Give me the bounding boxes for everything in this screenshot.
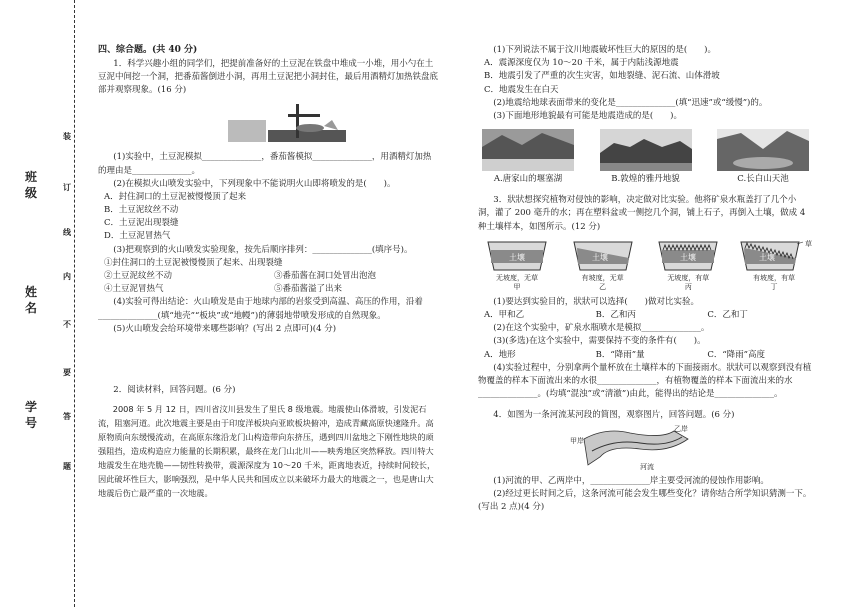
sequence-item: ②土豆泥纹丝不动 xyxy=(104,271,173,281)
option: A．地形 xyxy=(484,349,516,360)
option: C．乙和丁 xyxy=(707,310,748,321)
seal-char: 装 xyxy=(63,131,71,141)
grass-label: 草 xyxy=(804,239,812,248)
q2-sub3: (3)下面地形地貌最有可能是地震造成的是( )。 xyxy=(493,110,682,121)
sample-desc: 无坡度，无草 xyxy=(496,274,538,283)
photo-option-c xyxy=(713,129,813,186)
student-id-label: 学号 xyxy=(24,400,37,430)
option: A．封住洞口的土豆泥被慢慢顶了起来 xyxy=(104,191,247,202)
seal-char: 线 xyxy=(63,227,71,237)
right-column xyxy=(478,44,813,514)
sequence-item: ⑤番茄酱溢了出来 xyxy=(274,284,343,295)
soil-label: 土壤 xyxy=(758,252,775,262)
sequence-item: ③番茄酱在洞口处冒出泡泡 xyxy=(274,271,377,281)
river-diagram xyxy=(570,425,700,473)
binding-line xyxy=(74,0,75,607)
q4-sub1: (1)河流的甲、乙两岸中，______________岸主要受河流的侵蚀作用影响。 xyxy=(493,475,769,486)
q1-stem: 1．科学兴趣小组的同学们，把提前准备好的土豆泥在铁盘中堆成一小堆，用小勺在土豆泥中间挖一个洞，把番茄酱倒进小洞，再用土豆泥把小洞封住，最后用酒精灯加热铁盘底部并观察现象。(16 分) xyxy=(98,58,439,96)
photo-caption: A.唐家山的堰塞湖 xyxy=(493,174,563,185)
lake-photo xyxy=(482,129,574,171)
seal-char: 订 xyxy=(63,182,71,192)
q2-sub2: (2)地震给地球表面带来的变化是______________(填“迅速”或“缓慢”)的。 xyxy=(493,97,768,108)
sample-letter: 丁 xyxy=(770,283,778,292)
soil-sample-bing xyxy=(649,238,727,292)
option: D．土豆泥冒热气 xyxy=(104,231,171,242)
name-label: 姓名 xyxy=(24,285,37,315)
option: C．地震发生在白天 xyxy=(484,84,559,95)
option: A．震源深度仅为 10～20 千米，属于内陆浅源地震 xyxy=(484,58,679,69)
soil-label: 土壤 xyxy=(680,252,697,262)
photo-option-a xyxy=(478,129,578,186)
crater-lake-photo xyxy=(717,129,809,171)
bank-a-label: 甲岸 xyxy=(570,436,584,445)
q3-sub3: (3)(多选)在这个实验中，需要保持不变的条件有( )。 xyxy=(493,336,706,347)
photo-caption: C.长白山天池 xyxy=(737,174,789,185)
q2-sub1: (1)下列说法不属于汶川地震破坏性巨大的原因的是( )。 xyxy=(493,45,716,55)
option: C．土豆泥出现裂缝 xyxy=(104,218,179,229)
q3-sub1: (1)要达到实验目的，狀狀可以选择( )做对比实验。 xyxy=(493,296,699,307)
binding-strip xyxy=(0,0,92,607)
soil-sample-ding xyxy=(735,238,813,292)
river-label: 河流 xyxy=(640,462,654,471)
soil-label: 土壤 xyxy=(591,252,608,262)
q1-sub3: (3)把观察到的火山喷发实验现象，按先后顺序排列：______________(填序号)。 xyxy=(113,244,413,255)
option: B．土豆泥纹丝不动 xyxy=(104,205,179,216)
sample-letter: 甲 xyxy=(513,283,521,292)
sample-yi-drawing xyxy=(570,238,636,272)
soil-sample-jia xyxy=(478,238,556,292)
option: B．“降雨”量 xyxy=(595,349,645,360)
q2-passage: 2008 年 5 月 12 日，四川省汶川县发生了里氏 8 级地震。地震使山体滑坡，引发泥石流，阻塞河道。此次地震主要是由于印度洋板块向亚欧板块俯冲，造成青藏高原快速隆升。高原物质向东缓慢流动，在高原东缘沿龙门山构造带向东挤压，遇到四川盆地之下刚性地块的顽强阻挡，造成构造应力能量的长期积累，最终在龙门山北川——映秀地区突然释放。四川特大地震发生在地壳脆——韧性转换带，震源深度为 10～20 千米，距离地表近，持续时间较长，因此破坏性巨大，影响强烈，是中华人民共和国成立以来破坏力最大的地震之一，也是唐山大地震后伤亡最严重的一次地震。 xyxy=(98,404,436,498)
seal-char: 要 xyxy=(63,367,71,377)
sample-desc: 无坡度，有草 xyxy=(667,274,710,283)
soil-label: 土壤 xyxy=(509,252,525,262)
bank-b-label: 乙岸 xyxy=(674,424,688,433)
q2-stem: 2．阅读材料，回答问题。(6 分) xyxy=(113,384,236,395)
q4-stem: 4．如图为一条河流某河段的简图，观察图片，回答问题。(6 分) xyxy=(493,410,735,421)
sample-desc: 有坡度，有草 xyxy=(752,274,795,283)
sequence-item: ④土豆泥冒热气 xyxy=(104,284,164,295)
left-column xyxy=(98,44,438,501)
sequence-item: ①封住洞口的土豆泥被慢慢顶了起来、出现裂缝 xyxy=(104,257,283,268)
q3-sub2: (2)在这个实验中，矿泉水瓶喷水是模拟______________。 xyxy=(493,323,710,334)
experiment-apparatus-image xyxy=(228,100,348,148)
seal-char: 答 xyxy=(63,411,71,421)
yardang-photo xyxy=(600,129,692,171)
q3-sub4: (4)实验过程中，分别拿两个量杯放在土壤样本的下面接雨水。狀狀可以观察到没有植物覆盖的样本下面流出来的水很______________，有植物覆盖的样本下面流出来的水______________。(均填“混浊”或“清澈”)由此，能得出的结论是______________。 xyxy=(478,362,812,400)
photo-caption: B.敦煌的雅丹地貌 xyxy=(611,174,680,185)
q1-sub2: (2)在模拟火山喷发实验中，下列现象中不能说明火山即将喷发的是( )。 xyxy=(113,178,396,189)
class-label: 班级 xyxy=(24,170,37,200)
option: A．甲和乙 xyxy=(484,310,525,321)
q1-sub4: (4)实验可得出结论：火山喷发是由于地球内部的岩浆受到高温、高压的作用，沿着______________(填“地壳”“板块”或“地幔”)的薄弱地带喷发形成的自然现象。 xyxy=(98,297,423,321)
option: C．“降雨”高度 xyxy=(707,349,766,360)
q4-sub2: (2)经过更长时间之后，这条河流可能会发生哪些变化？请你结合所学知识猜测一下。(写出 2 点)(4 分) xyxy=(478,488,812,512)
sample-ding-drawing xyxy=(737,238,811,272)
photo-option-b xyxy=(596,129,696,186)
section-title: 四、综合题。(共 40 分) xyxy=(98,45,198,55)
q1-sub5: (5)火山喷发会给环境带来哪些影响？(写出 2 点即可)(4 分) xyxy=(113,323,337,334)
q1-sub1: (1)实验中，土豆泥模拟______________，番茄酱模拟______________，用酒精灯加热的理由是______________。 xyxy=(98,152,432,176)
option: B．地震引发了严重的次生灾害，如地裂缝、泥石流、山体滑坡 xyxy=(484,71,720,82)
seal-char: 内 xyxy=(63,271,71,281)
soil-sample-yi xyxy=(564,238,642,292)
option: B．乙和丙 xyxy=(595,310,636,321)
q3-stem: 3．狀狀想探究植物对侵蚀的影响，决定做对比实验。他将矿泉水瓶盖打了几个小洞，灌了 200 毫升的水；再在塑料盆或一侧挖几个洞，铺上石子，再倒入土壤，做成 4 种土壤样本，如图所示。(12 分) xyxy=(478,195,806,232)
sample-letter: 乙 xyxy=(599,283,607,292)
soil-samples xyxy=(478,238,813,292)
sample-desc: 有坡度，无草 xyxy=(581,274,624,283)
sample-bing-drawing xyxy=(655,238,721,272)
seal-char: 不 xyxy=(63,319,71,329)
seal-char: 题 xyxy=(63,461,71,471)
sample-jia-drawing xyxy=(484,238,550,272)
sample-letter: 丙 xyxy=(684,283,692,292)
landform-photos xyxy=(478,129,813,186)
